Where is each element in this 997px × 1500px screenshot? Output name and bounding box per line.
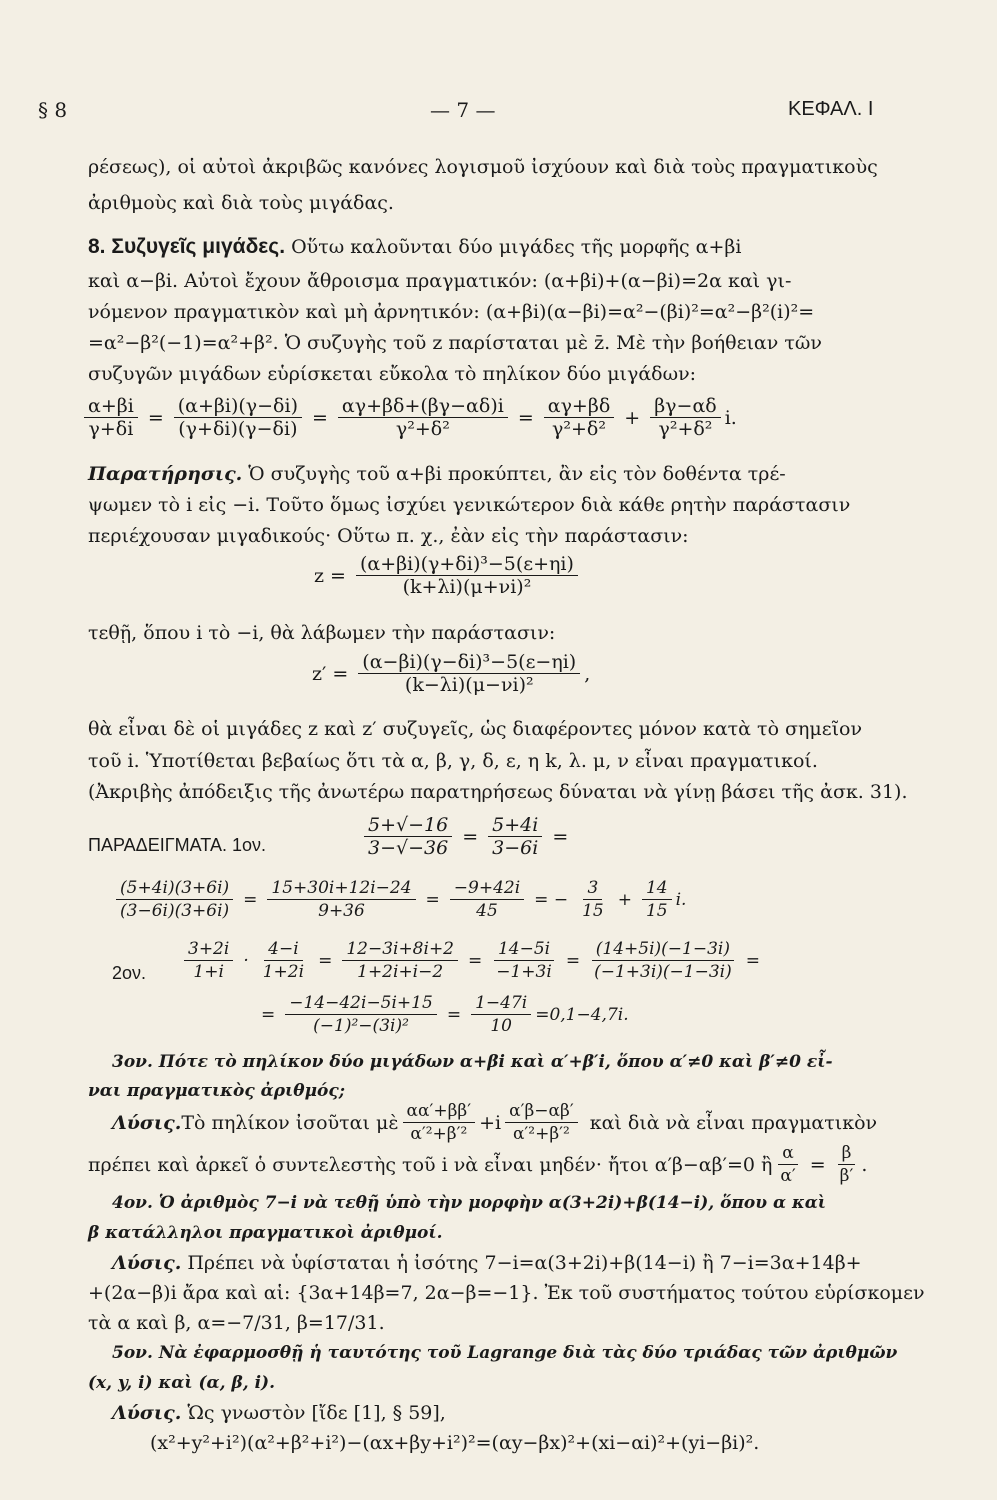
text-line: περιέχουσαν μιγαδικούς· Οὕτω π. χ., ἐὰν εἰς τὴν παράστασιν:	[88, 525, 689, 547]
example-5-solution-line	[112, 1400, 932, 1426]
text-fragment: Τὸ πηλίκον ἰσοῦται μὲ	[181, 1111, 399, 1134]
section-heading-line	[88, 234, 908, 260]
fraction	[650, 395, 721, 440]
text-line: (x, y, i) καὶ (α, β, i).	[88, 1373, 275, 1393]
fraction	[642, 877, 672, 922]
example-2-formula-a	[180, 938, 766, 983]
numerator: 5+√−16	[364, 814, 452, 837]
text-line: καὶ α−βi. Αὐτοὶ ἔχουν ἄθροισμα πραγματικόν: (α+βi)+(α−βi)=2α καὶ γι-	[88, 270, 792, 292]
fraction	[364, 814, 452, 859]
denominator: 15	[582, 901, 604, 921]
example-5-question: 5ον. Νὰ ἐφαρμοσθῇ ἡ ταυτότης τοῦ Lagrange διὰ τὰς δύο τριάδας τῶν ἀριθμῶν	[112, 1343, 898, 1363]
numerator: (5+4i)(3+6i)	[116, 877, 233, 900]
fraction	[267, 877, 415, 922]
fraction	[450, 877, 524, 922]
operator: =	[318, 950, 333, 971]
denominator: (−1+3i)(−1−3i)	[594, 962, 732, 982]
denominator: γ²+δ²	[552, 418, 606, 440]
example-3-solution	[112, 1100, 877, 1145]
fraction	[358, 651, 580, 696]
denominator: α′²+β′²	[410, 1124, 468, 1144]
denominator: (k+λi)(μ+νi)²	[402, 576, 532, 598]
formula-tail: .	[861, 1153, 868, 1176]
denominator: (k−λi)(μ−νi)²	[404, 674, 534, 696]
section-number: § 8	[38, 98, 68, 122]
fraction	[578, 877, 608, 922]
operator: = −	[534, 889, 569, 910]
fraction	[259, 938, 308, 983]
denominator: (γ+δi)(γ−δi)	[178, 418, 298, 440]
denominator: γ+δi	[88, 418, 134, 440]
denominator: β′	[839, 1166, 854, 1186]
denominator: (−1)²−(3i)²	[313, 1016, 409, 1036]
operator: =	[468, 950, 483, 971]
fraction	[590, 938, 736, 983]
numerator: α′β−αβ′	[505, 1100, 578, 1123]
fraction	[356, 553, 578, 598]
text-line: β κατάλληλοι πραγματικοὶ ἀριθμοί.	[88, 1223, 443, 1243]
fraction	[184, 938, 233, 983]
operator: =	[745, 950, 760, 971]
numerator: (α+βi)(γ−δi)	[174, 395, 302, 418]
fraction	[403, 1100, 476, 1145]
numerator: −9+42i	[450, 877, 524, 900]
denominator: 9+36	[318, 901, 365, 921]
remark-line	[88, 461, 908, 487]
numerator: α	[778, 1142, 797, 1165]
denominator: (3−6i)(3+6i)	[120, 901, 230, 921]
text-line: τοῦ i. Ὑποτίθεται βεβαίως ὅτι τὰ α, β, γ, δ, ε, η k, λ. μ, ν εἶναι πραγματικοί.	[88, 750, 818, 772]
fraction	[505, 1100, 578, 1145]
operator: =	[243, 889, 258, 910]
numerator: αα′+ββ′	[403, 1100, 476, 1123]
text-line: ρέσεως), οἱ αὐτοὶ ἀκριβῶς κανόνες λογισμοῦ ἰσχύουν καὶ διὰ τοὺς πραγματικοὺς	[88, 156, 878, 178]
solution-heading: Λύσις.	[112, 1111, 182, 1134]
lhs: z =	[314, 564, 346, 587]
formula-tail: =0,1−4,7i.	[535, 1004, 629, 1025]
chapter-label: ΚΕΦΑΛ. Ι	[788, 98, 874, 120]
denominator: α′²+β′²	[512, 1124, 570, 1144]
example-3-solution-cont	[88, 1142, 867, 1187]
example-4-solution-line	[112, 1250, 932, 1276]
z-formula	[308, 553, 582, 598]
solution-heading: Λύσις.	[112, 1402, 182, 1424]
denominator: 3−6i	[492, 837, 539, 859]
text-line: ψωμεν τὸ i εἰς −i. Τοῦτο ὅμως ἰσχύει γενικώτερον διὰ κάθε ρητὴν παράστασιν	[88, 494, 851, 516]
quotient-formula	[80, 395, 737, 440]
fraction	[471, 992, 531, 1037]
fraction	[174, 395, 302, 440]
section-heading: 8. Συζυγεῖς μιγάδες.	[88, 235, 286, 258]
denominator: γ²+δ²	[395, 418, 450, 440]
text-line: συζυγῶν μιγάδων εὑρίσκεται εὔκολα τὸ πηλίκον δύο μιγάδων:	[88, 363, 697, 385]
denominator: 1+2i	[262, 962, 305, 982]
example-2-label: 2ον.	[112, 963, 147, 983]
example-3-question: 3ον. Πότε τὸ πηλίκον δύο μιγάδων α+βi καὶ α′+β′i, ὅπου α′≠0 καὶ β′≠0 εἶ-	[112, 1052, 833, 1072]
fraction	[492, 938, 556, 983]
example-3-line	[112, 1049, 932, 1075]
numerator: αγ+βδ	[544, 395, 615, 418]
examples-heading: ΠΑΡΑΔΕΙΓΜΑΤΑ. 1ον.	[88, 835, 266, 855]
numerator: 1−47i	[471, 992, 531, 1015]
operator: =	[809, 1153, 826, 1176]
operator: +	[617, 889, 632, 910]
solution-heading: Λύσις.	[112, 1252, 182, 1274]
text-line: θὰ εἶναι δὲ οἱ μιγάδες z καὶ z′ συζυγεῖς, ὡς διαφέροντες μόνον κατὰ τὸ σημεῖον	[88, 718, 863, 740]
fraction	[544, 395, 615, 440]
text-line: =α²−β²(−1)=α²+β². Ὁ συζυγὴς τοῦ z παρίσταται μὲ z̄. Μὲ τὴν βοήθειαν τῶν	[88, 332, 822, 354]
fraction	[338, 395, 508, 440]
numerator: 3+2i	[184, 938, 233, 961]
operator: =	[147, 406, 164, 429]
fraction	[84, 395, 138, 440]
operator: =	[312, 406, 328, 429]
text-fragment: Πρέπει νὰ ὑφίσταται ἡ ἰσότης 7−i=α(3+2i)+β(14−i) ἢ 7−i=3α+14β+	[181, 1252, 862, 1274]
formula-tail: ,	[584, 662, 591, 685]
denominator: 15	[645, 901, 668, 921]
numerator: (α+βi)(γ+δi)³−5(ε+ηi)	[356, 553, 578, 576]
fraction	[116, 877, 233, 922]
denominator: 45	[476, 901, 498, 921]
operator: =	[425, 889, 440, 910]
operator: =	[462, 825, 479, 848]
formula-tail: i.	[724, 406, 737, 429]
numerator: 3	[583, 877, 602, 900]
page-number: — 7 —	[430, 98, 496, 122]
fraction	[342, 938, 458, 983]
numerator: β	[838, 1142, 856, 1165]
numerator: (14+5i)(−1−3i)	[592, 938, 734, 961]
remark-heading: Παρατήρησις.	[88, 463, 243, 485]
fraction	[285, 992, 437, 1037]
text-line: νόμενον πραγματικὸν καὶ μὴ ἀρνητικόν: (α+βi)(α−βi)=α²−(βi)²=α²−β²(i)²=	[88, 301, 815, 323]
operator: +	[624, 406, 641, 429]
operator: +i	[479, 1111, 502, 1134]
text-fragment: Ὡς γνωστὸν [ἴδε [1], § 59],	[181, 1402, 446, 1424]
text-fragment: καὶ διὰ νὰ εἶναι πραγματικὸν	[589, 1111, 878, 1134]
numerator: α+βi	[84, 395, 138, 418]
operator: =	[446, 1004, 462, 1025]
fraction	[488, 814, 542, 859]
example-1-formula-a	[360, 814, 574, 859]
text-line: τὰ α καὶ β, α=−7/31, β=17/31.	[88, 1312, 385, 1334]
operator: =	[552, 825, 569, 848]
numerator: αγ+βδ+(βγ−αδ)i	[338, 395, 508, 418]
z-conjugate-formula	[306, 651, 590, 696]
example-2-formula-b	[255, 992, 629, 1037]
example-4-question: 4ον. Ὁ ἀριθμὸς 7−i νὰ τεθῇ ὑπὸ τὴν μορφὴν α(3+2i)+β(14−i), ὅπου α καὶ	[112, 1193, 827, 1213]
numerator: 14−5i	[494, 938, 554, 961]
fraction	[776, 1142, 799, 1187]
lagrange-identity: (x²+y²+i²)(α²+β²+i²)−(αx+βy+i²)²=(αy−βx)²+(xi−αi)²+(yi−βi)².	[150, 1432, 760, 1454]
numerator: 4−i	[264, 938, 303, 961]
operator: =	[517, 406, 534, 429]
numerator: βγ−αδ	[650, 395, 721, 418]
text-line: ναι πραγματικὸς ἀριθμός;	[88, 1081, 345, 1101]
lhs: z′ =	[312, 662, 349, 685]
text-fragment: πρέπει καὶ ἀρκεῖ ὁ συντελεστὴς τοῦ i νὰ εἶναι μηδέν· ἤτοι α′β−αβ′=0 ἢ	[88, 1153, 773, 1176]
numerator: 12−3i+8i+2	[342, 938, 458, 961]
text-line: τεθῇ, ὅπου i τὸ −i, θὰ λάβωμεν τὴν παράστασιν:	[88, 622, 556, 644]
denominator: 1+2i+i−2	[357, 962, 444, 982]
denominator: α′	[780, 1166, 796, 1186]
operator: =	[261, 1004, 276, 1025]
denominator: 10	[490, 1016, 512, 1036]
example-1-formula-b	[112, 877, 686, 922]
denominator: 1+i	[193, 962, 224, 982]
denominator: γ²+δ²	[658, 418, 713, 440]
text-line: (Ἀκριβὴς ἀπόδειξις τῆς ἀνωτέρω παρατηρήσεως δύναται νὰ γίνῃ βάσει τῆς ἀσκ. 31).	[88, 781, 908, 803]
text-line: ἀριθμοὺς καὶ διὰ τοὺς μιγάδας.	[88, 192, 394, 214]
formula-tail: i.	[675, 889, 687, 910]
text-fragment: Οὕτω καλοῦνται δύο μιγάδες τῆς μορφῆς α+βi	[285, 236, 742, 258]
operator: =	[565, 950, 581, 971]
denominator: 3−√−36	[368, 837, 449, 859]
operator: ·	[243, 950, 249, 971]
fraction	[836, 1142, 858, 1187]
text-fragment: Ὁ συζυγὴς τοῦ α+βi προκύπτει, ἂν εἰς τὸν δοθέντα τρέ-	[242, 463, 786, 485]
numerator: 5+4i	[488, 814, 542, 837]
numerator: 15+30i+12i−24	[267, 877, 415, 900]
numerator: 14	[642, 877, 672, 900]
text-line: +(2α−β)i ἄρα καὶ αἱ: {3α+14β=7, 2α−β=−1}. Ἐκ τοῦ συστήματος τούτου εὑρίσκομεν	[88, 1282, 925, 1304]
numerator: (α−βi)(γ−δi)³−5(ε−ηi)	[358, 651, 580, 674]
denominator: −1+3i	[496, 962, 552, 982]
numerator: −14−42i−5i+15	[285, 992, 437, 1015]
